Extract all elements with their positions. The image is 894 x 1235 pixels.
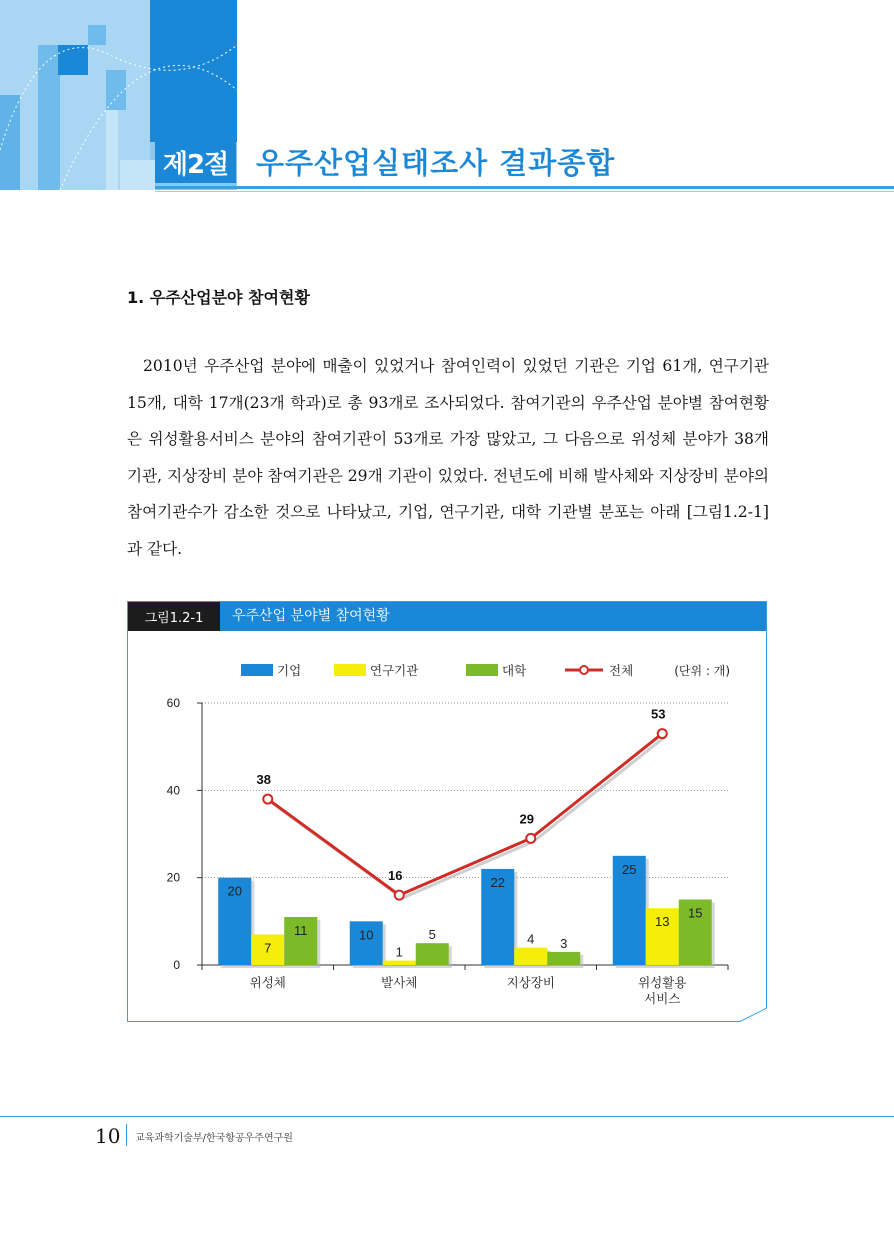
bar-value-label: 4 (527, 931, 535, 947)
category-label: 서비스 (644, 991, 681, 1006)
footer-divider (126, 1124, 127, 1146)
legend-label: 기업 (277, 663, 302, 678)
y-tick-label: 20 (166, 870, 180, 885)
header-rule (155, 186, 894, 189)
legend-line-marker (580, 666, 588, 674)
bar-value-label: 25 (622, 861, 637, 877)
bar-value-label: 20 (227, 883, 242, 899)
legend-label: 연구기관 (370, 663, 419, 678)
total-marker (658, 729, 667, 738)
y-tick-label: 60 (166, 696, 180, 710)
bar-value-label: 1 (395, 944, 403, 960)
category-label: 지상장비 (506, 975, 555, 990)
y-tick-label: 0 (173, 958, 180, 972)
bar-value-label: 5 (428, 927, 436, 943)
figure-label: 그림1.2-1 (128, 602, 220, 631)
footer-publisher: 교육과학기술부/한국항공우주연구원 (135, 1133, 293, 1144)
bar (416, 943, 449, 965)
total-marker (395, 891, 404, 900)
total-value-label: 29 (519, 811, 534, 827)
legend-swatch (241, 664, 273, 676)
bar-value-label: 10 (359, 927, 374, 943)
category-label: 발사체 (381, 975, 418, 990)
bar (547, 952, 580, 965)
total-value-label: 38 (256, 772, 271, 788)
figure-corner-cut (739, 1008, 767, 1022)
total-value-label: 16 (388, 868, 403, 884)
bar (383, 961, 416, 965)
bar-value-label: 3 (560, 935, 568, 951)
bar-value-label: 15 (688, 905, 703, 921)
participation-chart (128, 602, 766, 1021)
footer-rule (0, 1116, 894, 1117)
section-title: 우주산업실태조사 결과종합 (256, 146, 616, 180)
bar-value-label: 13 (655, 914, 670, 930)
unit-note: (단위 : 개) (674, 664, 730, 678)
figure-box (127, 601, 767, 1022)
y-tick-label: 40 (166, 783, 180, 798)
total-marker (526, 834, 535, 843)
legend-swatch (334, 664, 366, 676)
legend-label: 전체 (609, 663, 634, 678)
category-label: 위성체 (249, 975, 286, 990)
page-number: 10 (95, 1124, 121, 1148)
bar-value-label: 7 (264, 940, 272, 956)
bar (514, 948, 547, 965)
legend-swatch (466, 664, 498, 676)
category-label: 위성활용 (638, 975, 687, 990)
bar-value-label: 11 (294, 922, 308, 938)
figure-title: 우주산업 분야별 참여현황 (232, 608, 390, 624)
legend-label: 대학 (502, 663, 527, 678)
body-paragraph: 2010년 우주산업 분야에 매출이 있었거나 참여인력이 있었던 기관은 기업 61개, 연구기관 15개, 대학 17개(23개 학과)로 총 93개로 조사되었다. 참여기관의 우주산업 분야별 참여현황은 위성활용서비스 분야의 참여기관이 53개로 가장 많았고, 그 다음으로 위성체 분야가 38개 기관, 지상장비 분야 참여기관은 29개 기관이 있었다. 전년도에 비해 발사체와 지상장비 분야의 참여기관수가 감소한 것으로 나타났고, 기업, 연구기관, 대학 기관별 분포는 아래 [그림1.2-1]과 같다. (127, 357, 769, 558)
header-rule-thin (155, 191, 894, 192)
subheading: 1. 우주산업분야 참여현황 (127, 288, 310, 307)
section-badge: 제2절 (155, 142, 236, 183)
total-marker (263, 795, 272, 804)
bar-value-label: 22 (490, 874, 505, 890)
line-shadow (271, 737, 666, 899)
total-value-label: 53 (651, 706, 666, 722)
